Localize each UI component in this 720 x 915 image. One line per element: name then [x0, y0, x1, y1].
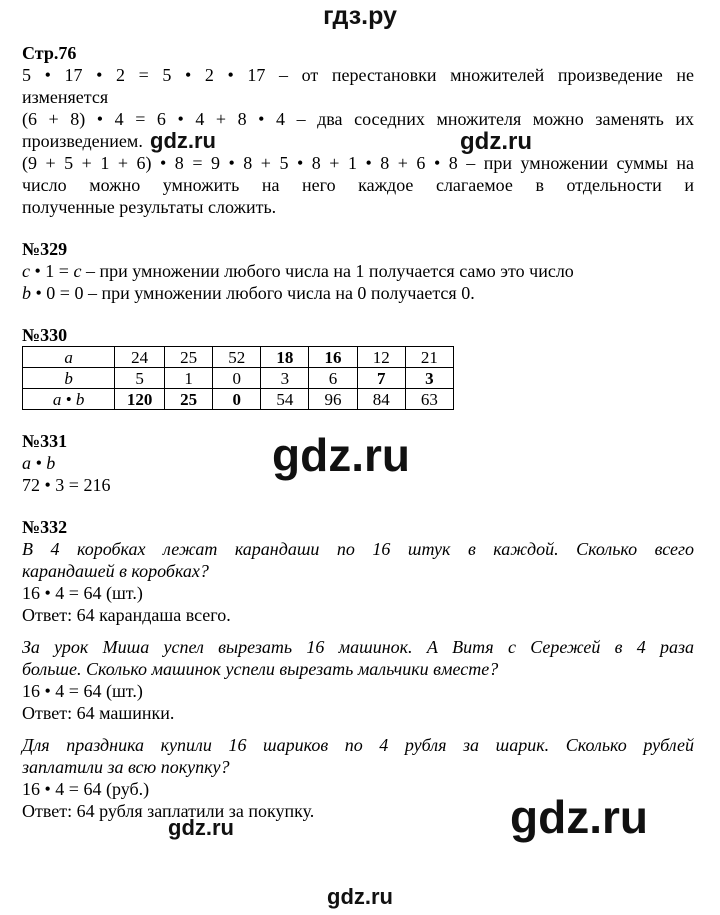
intro-line-2: изменяется — [22, 87, 109, 107]
watermark-bottom: gdz.ru — [327, 884, 393, 909]
intro-line-7: полученные результаты сложить. — [22, 197, 277, 217]
table-cell: 0 — [213, 368, 261, 389]
table-cell: 18 — [261, 347, 309, 368]
watermark-bottom-left: gdz.ru — [168, 815, 234, 840]
table-cell: 63 — [405, 389, 453, 410]
rule-329-text-2: • 0 = 0 – при умножении любого числа на 0 получается 0. — [31, 283, 475, 303]
intro-line-6: число можно умножить на него каждое слагаемое в отдельности и — [22, 175, 694, 195]
table-cell: 1 — [164, 368, 212, 389]
table-row — [23, 389, 454, 410]
watermark-bottom-right: gdz.ru — [510, 791, 648, 843]
calc-331: 72 • 3 = 216 — [22, 475, 111, 495]
var-c: c — [22, 261, 30, 281]
table-cell: 6 — [309, 368, 357, 389]
table-cell: 7 — [357, 368, 405, 389]
problem-3-text-2: заплатили за всю покупку? — [22, 757, 230, 777]
table-330 — [22, 346, 454, 410]
row-label: b — [23, 368, 115, 389]
table-cell: 12 — [357, 347, 405, 368]
intro-line-1: 5 • 17 • 2 = 5 • 2 • 17 – от перестановки множителей произведение не — [22, 65, 694, 85]
table-cell: 52 — [213, 347, 261, 368]
watermark-top: гдз.ру — [323, 2, 397, 30]
row-label: a • b — [23, 389, 115, 410]
problem-1-text-1: В 4 коробках лежат карандаши по 16 штук в каждой. Сколько всего — [22, 539, 694, 559]
page-title: Стр.76 — [22, 43, 77, 63]
problem-3-answer: Ответ: 64 рубля заплатили за покупку. — [22, 801, 315, 821]
row-label: a — [23, 347, 115, 368]
table-row — [23, 368, 454, 389]
problem-2-text-1: За урок Миша успел вырезать 16 машинок. А Витя с Сережей в 4 раза — [22, 637, 694, 657]
table-cell: 21 — [405, 347, 453, 368]
var-b: b — [22, 283, 31, 303]
problem-2-calc: 16 • 4 = 64 (шт.) — [22, 681, 143, 701]
rule-329-line-1 — [22, 260, 694, 282]
intro-line-5: (9 + 5 + 1 + 6) • 8 = 9 • 8 + 5 • 8 + 1 • 8 + 6 • 8 – при умножении суммы на — [22, 153, 694, 173]
rule-329-mid: • 1 = — [30, 261, 74, 281]
expr-331: a • b — [22, 453, 56, 473]
table-cell: 3 — [261, 368, 309, 389]
problem-1-text-2: карандашей в коробках? — [22, 561, 209, 581]
problem-1-answer: Ответ: 64 карандаша всего. — [22, 605, 231, 625]
table-cell: 25 — [164, 347, 212, 368]
table-cell: 5 — [115, 368, 165, 389]
table-cell: 24 — [115, 347, 165, 368]
table-cell: 96 — [309, 389, 357, 410]
intro-line-4: произведением. — [22, 131, 143, 151]
table-cell: 54 — [261, 389, 309, 410]
problem-3-text-1: Для праздника купили 16 шариков по 4 рубля за шарик. Сколько рублей — [22, 735, 694, 755]
var-c-2: c — [73, 261, 82, 281]
table-cell: 0 — [213, 389, 261, 410]
watermark-mid-left: gdz.ru — [150, 128, 216, 153]
table-cell: 25 — [164, 389, 212, 410]
problem-1 — [22, 538, 694, 626]
heading-332: №332 — [22, 517, 68, 537]
table-cell: 120 — [115, 389, 165, 410]
watermark-mid-right: gdz.ru — [460, 128, 532, 155]
heading-329: №329 — [22, 239, 68, 259]
rule-329-text-1: – при умножении любого числа на 1 получается само это число — [81, 261, 574, 281]
problem-2-text-2: больше. Сколько машинок успели вырезать мальчики вместе? — [22, 659, 499, 679]
heading-330: №330 — [22, 325, 68, 345]
table-cell: 84 — [357, 389, 405, 410]
table-cell: 16 — [309, 347, 357, 368]
problem-2-answer: Ответ: 64 машинки. — [22, 703, 175, 723]
rule-329-line-2 — [22, 282, 694, 304]
problem-3-calc: 16 • 4 = 64 (руб.) — [22, 779, 150, 799]
table-cell: 3 — [405, 368, 453, 389]
problem-1-calc: 16 • 4 = 64 (шт.) — [22, 583, 143, 603]
heading-331: №331 — [22, 431, 68, 451]
intro-line-3: (6 + 8) • 4 = 6 • 4 + 8 • 4 – два соседних множителя можно заменять их — [22, 109, 694, 129]
table-row — [23, 347, 454, 368]
watermark-center: gdz.ru — [272, 429, 410, 481]
problem-2 — [22, 636, 694, 724]
